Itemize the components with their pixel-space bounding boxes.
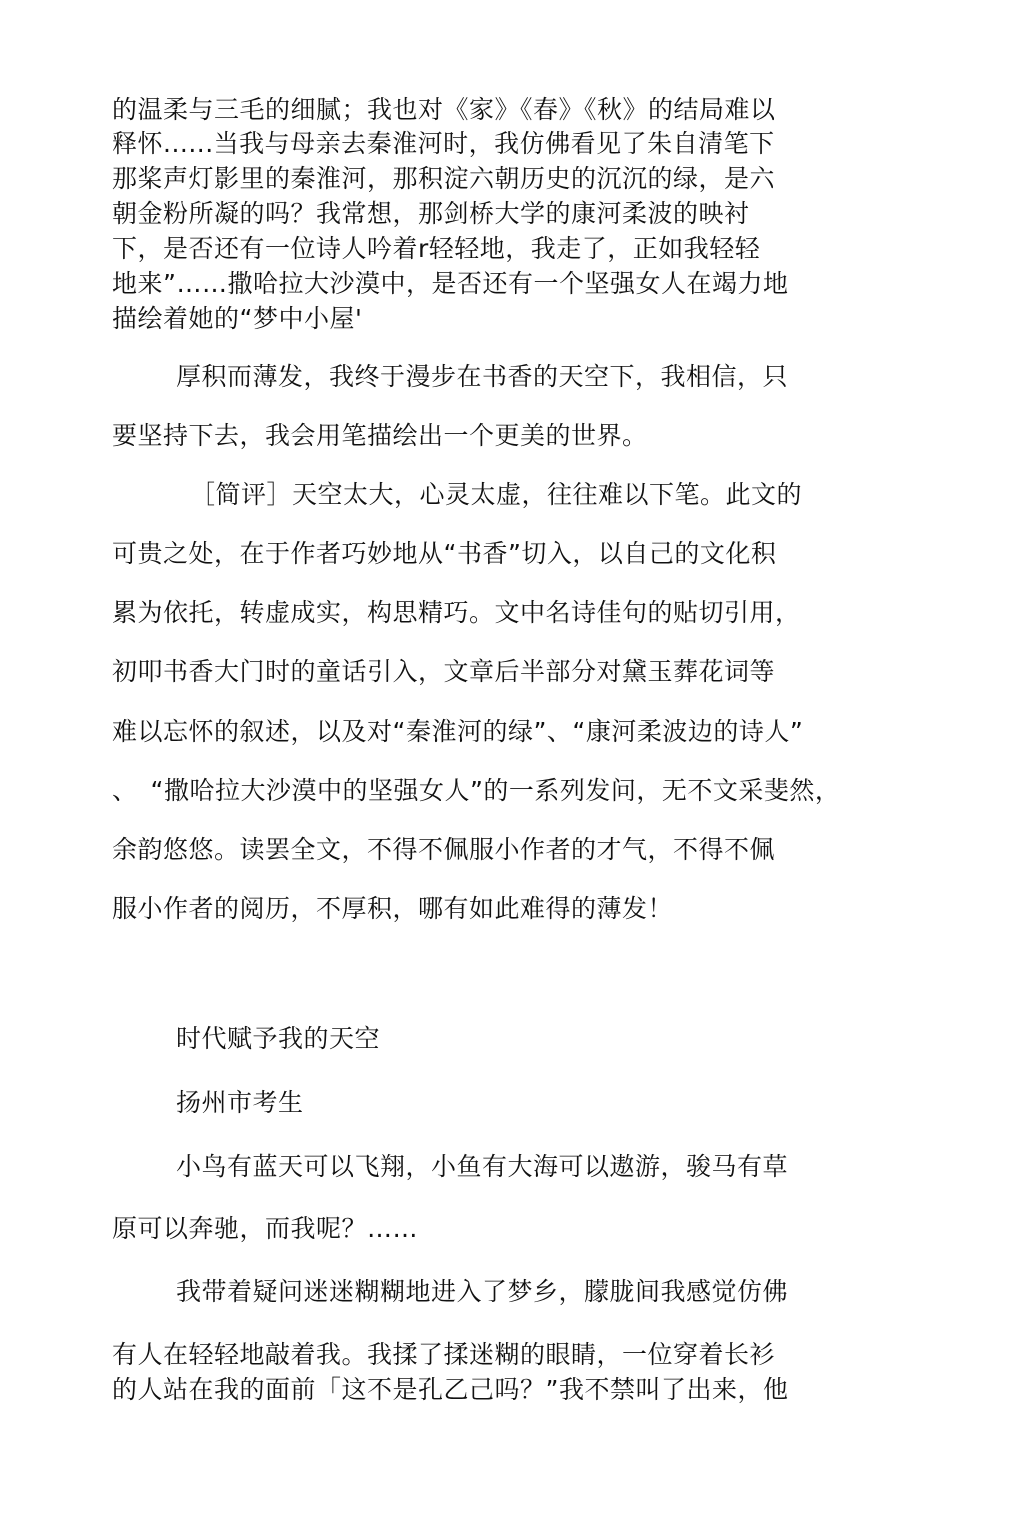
text-line: ［简评］天空太大，心灵太虚，往往难以下笔。此文的 — [190, 480, 803, 509]
text-line: 小鸟有蓝天可以飞翔，小鱼有大海可以遨游，骏马有草 — [176, 1152, 789, 1181]
text-line: 余韵悠悠。读罢全文，不得不佩服小作者的才气，不得不佩 — [112, 835, 776, 864]
text-line: 的人站在我的面前「这不是孔乙己吗？”我不禁叫了出来，他 — [112, 1375, 789, 1404]
text-line: 我带着疑问迷迷糊糊地进入了梦乡，朦胧间我感觉仿佛 — [176, 1277, 789, 1306]
text-line: 难以忘怀的叙述，以及对“秦淮河的绿”、“康河柔波边的诗人” — [112, 717, 804, 746]
text-line: 初叩书香大门时的童话引入，文章后半部分对黛玉葬花词等 — [112, 657, 776, 686]
text-line: 的温柔与三毛的细腻；我也对《家》《春》《秋》的结局难以 — [112, 95, 776, 124]
text-line: 朝金粉所凝的吗？我常想，那剑桥大学的康河柔波的映衬 — [112, 199, 750, 228]
text-line: 那桨声灯影里的秦淮河，那积淀六朝历史的沉沉的绿，是六 — [112, 164, 776, 193]
text-line: 下，是否还有一位诗人吟着r轻轻地，我走了，正如我轻轻 — [112, 234, 761, 263]
essay-author: 扬州市考生 — [176, 1088, 304, 1117]
text-line: 服小作者的阅历，不厚积，哪有如此难得的薄发！ — [112, 894, 674, 923]
text-line: 可贵之处，在于作者巧妙地从“书香”切入，以自己的文化积 — [112, 539, 777, 568]
essay-title: 时代赋予我的天空 — [176, 1024, 381, 1053]
text-line: 累为依托，转虚成实，构思精巧。文中名诗佳句的贴切引用， — [112, 598, 801, 627]
text-line: 原可以奔驰，而我呢？…… — [112, 1214, 419, 1243]
text-line: 地来”……撒哈拉大沙漠中，是否还有一个坚强女人在竭力地 — [112, 269, 789, 298]
text-line: 、 “撒哈拉大沙漠中的坚强女人”的一系列发问，无不文采斐然， — [112, 776, 841, 805]
text-line: 有人在轻轻地敲着我。我揉了揉迷糊的眼睛，一位穿着长衫 — [112, 1340, 776, 1369]
text-line: 释怀......当我与母亲去秦淮河时，我仿佛看见了朱自清笔下 — [112, 129, 775, 158]
text-line: 描绘着她的“梦中小屋' — [112, 304, 363, 333]
text-line: 厚积而薄发，我终于漫步在书香的天空下，我相信，只 — [176, 362, 789, 391]
text-line: 要坚持下去，我会用笔描绘出一个更美的世界。 — [112, 421, 648, 450]
